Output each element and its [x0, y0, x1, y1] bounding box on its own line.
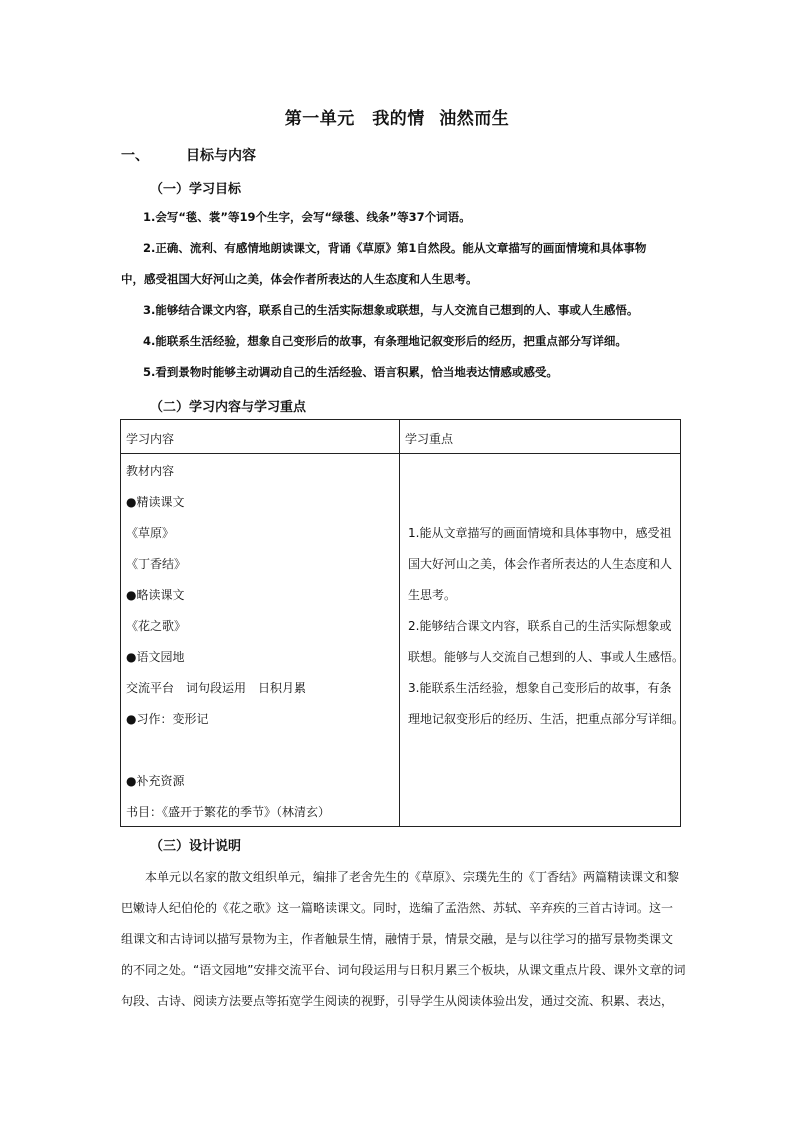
goal-item: 5.看到景物时能够主动调动自己的生活经验、语言积累，恰当地表达情感或感受。: [143, 365, 558, 379]
table-row: [121, 454, 681, 827]
header-focus-label: 学习重点: [405, 432, 454, 446]
focus-line: 3.能联系生活经验，想象自己变形后的故事，有条: [408, 681, 672, 695]
content-line: 《草原》: [126, 526, 175, 540]
table-header-cell: [121, 420, 400, 454]
design-heading: （三）设计说明: [150, 839, 242, 854]
design-paragraph-line: 的不同之处。“语文园地”安排交流平台、词句段运用与日积月累三个板块，从课文重点片段、课外文章的词: [121, 963, 686, 977]
content-line: ●补充资源: [126, 774, 185, 788]
content-line: 《丁香结》: [126, 557, 187, 571]
focus-line: 1.能从文章描写的画面情境和具体事物中，感受祖: [408, 526, 672, 540]
content-cell: [121, 454, 400, 827]
table-header-row: [121, 420, 681, 454]
goal-item: 2.正确、流利、有感情地朗读课文，背诵《草原》第1自然段。能从文章描写的画面情境和具体事物: [143, 241, 647, 255]
content-line: ●略读课文: [126, 588, 185, 602]
content-line: 《花之歌》: [126, 619, 187, 633]
section-heading: 目标与内容: [186, 148, 256, 164]
goal-item-continued: 中，感受祖国大好河山之美，体会作者所表达的人生态度和人生思考。: [121, 272, 478, 286]
design-paragraph-line: 本单元以名家的散文组织单元，编排了老舍先生的《草原》、宗璞先生的《丁香结》两篇精读课文和黎: [145, 870, 680, 884]
focus-line: 联想。能够与人交流自己想到的人、事或人生感悟。: [408, 650, 685, 664]
goals-heading: （一）学习目标: [150, 182, 242, 197]
focus-line: 生思考。: [408, 588, 457, 602]
focus-cell: [400, 454, 685, 827]
goal-item: 4.能联系生活经验，想象自己变形后的故事，有条理地记叙变形后的经历，把重点部分写详细。: [143, 334, 627, 348]
goal-item: 3.能够结合课文内容，联系自己的生活实际想象或联想，与人交流自己想到的人、事或人生感悟。: [143, 303, 639, 317]
content-line: 教材内容: [126, 464, 175, 478]
content-line: ●精读课文: [126, 495, 185, 509]
design-paragraph-line: 巴嫩诗人纪伯伦的《花之歌》这一篇略读课文。同时，选编了孟浩然、苏轼、辛弃疾的三首古诗词。这一: [121, 901, 674, 915]
content-line: ●习作：变形记: [126, 712, 209, 726]
content-line: ●语文园地: [126, 650, 185, 664]
content-heading: （二）学习内容与学习重点: [150, 400, 307, 415]
header-content-label: 学习内容: [126, 432, 175, 446]
section-number: 一、: [121, 148, 149, 164]
focus-line: 2.能够结合课文内容，联系自己的生活实际想象或: [408, 619, 672, 633]
design-paragraph-line: 句段、古诗、阅读方法要点等拓宽学生阅读的视野，引导学生从阅读体验出发，通过交流、积累、表达，: [121, 994, 674, 1008]
content-line: 书目：《盛开于繁花的季节》（林清玄）: [126, 805, 331, 819]
page-title: 第一单元 我的情 油然而生: [284, 109, 510, 129]
design-paragraph-line: 组课文和古诗词以描写景物为主，作者触景生情，融情于景，情景交融，是与以往学习的描写景物类课文: [121, 932, 674, 946]
table-header-cell: [400, 420, 681, 454]
goal-item: 1.会写“毯、裳”等19个生字，会写“绿毯、线条”等37个词语。: [143, 210, 471, 224]
content-line: 交流平台 词句段运用 日积月累: [126, 681, 307, 695]
content-table: [120, 419, 685, 827]
focus-line: 国大好河山之美，体会作者所表达的人生态度和人: [408, 557, 673, 571]
focus-line: 理地记叙变形后的经历、生活，把重点部分写详细。: [408, 712, 685, 726]
